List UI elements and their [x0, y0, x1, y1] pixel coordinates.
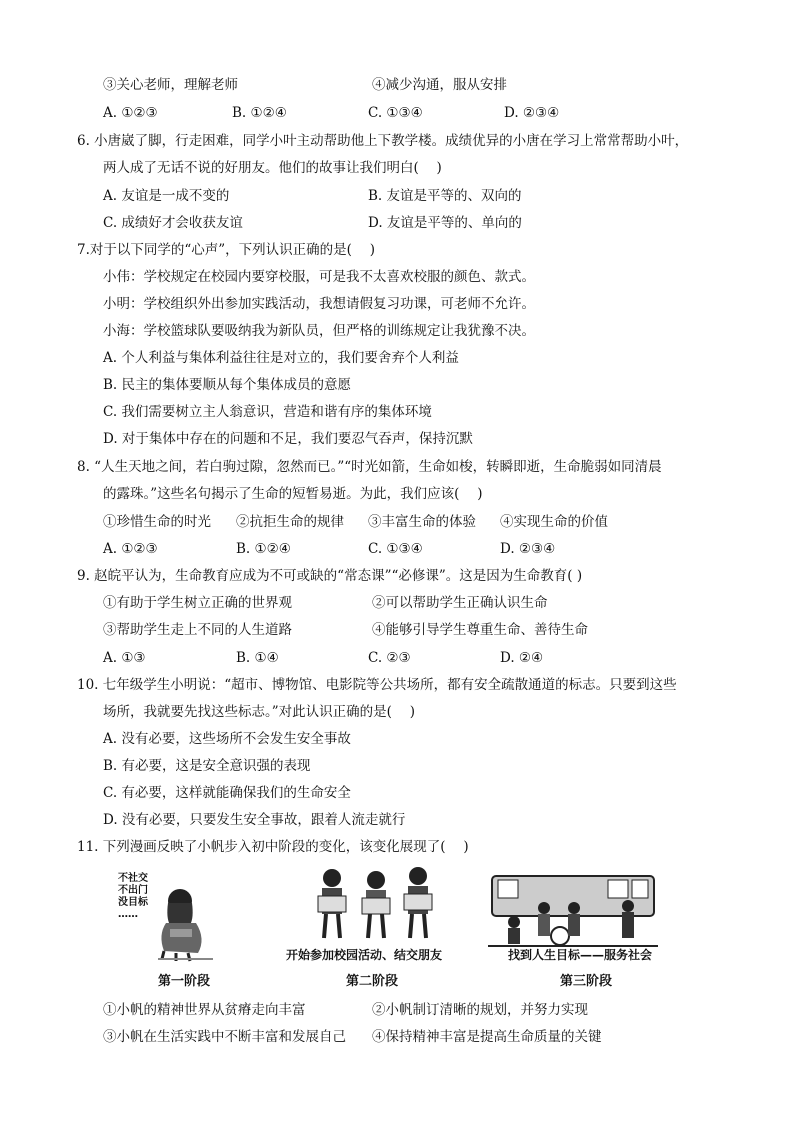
comic-panel-3: [488, 866, 658, 948]
q10-option-d[interactable]: D. 没有必要，只要发生安全事故，跟着人流走就行: [103, 812, 406, 828]
q10-stem-line1: 10. 七年级学生小明说：“超市、博物馆、电影院等公共场所，都有安全疏散通道的标志。只要到这些: [77, 677, 677, 693]
q10-option-b[interactable]: B. 有必要，这是安全意识强的表现: [103, 758, 311, 774]
q8-item-3: ③丰富生命的体验: [368, 514, 476, 530]
q5-item-4: ④减少沟通，服从安排: [372, 77, 507, 93]
q10-option-c[interactable]: C. 有必要，这样就能确保我们的生命安全: [103, 785, 351, 801]
q8-stem-line1: 8. “人生天地之间，若白驹过隙，忽然而已。”“时光如箭，生命如梭，转瞬即逝，生命脆弱如同清晨: [77, 459, 662, 475]
q8-item-2: ②抗拒生命的规律: [236, 514, 344, 530]
q8-stem-line2: 的露珠。”这些名句揭示了生命的短暂易逝。为此，我们应该( ): [103, 486, 483, 502]
q7-option-d[interactable]: D. 对于集体中存在的问题和不足，我们要忍气吞声，保持沉默: [103, 431, 473, 447]
q8-option-b[interactable]: B. ①②④: [236, 541, 291, 557]
panel3-caption: 找到人生目标——服务社会: [508, 948, 653, 962]
sitting-girl-illustration: [118, 873, 238, 963]
comic-panel-2: [310, 866, 450, 956]
q7-stem: 7.对于以下同学的“心声”，下列认识正确的是( ): [77, 242, 376, 258]
stage-3-label: 第三阶段: [560, 974, 613, 989]
q9-option-a[interactable]: A. ①③: [103, 650, 146, 666]
stage-2-label: 第二阶段: [346, 974, 399, 989]
q6-option-b[interactable]: B. 友谊是平等的、双向的: [368, 188, 522, 204]
q9-item-2: ②可以帮助学生正确认识生命: [372, 595, 548, 611]
q11-item-1: ①小帆的精神世界从贫瘠走向丰富: [103, 1002, 306, 1018]
serving-society-illustration: [488, 866, 658, 948]
q11-stem: 11. 下列漫画反映了小帆步入初中阶段的变化，该变化展现了( ): [77, 839, 469, 855]
q9-option-c[interactable]: C. ②③: [368, 650, 411, 666]
q5-option-c[interactable]: C. ①③④: [368, 105, 423, 121]
panel1-text-2: 不出门: [118, 885, 148, 896]
q6-stem-line1: 6. 小唐崴了脚，行走困难，同学小叶主动帮助他上下教学楼。成绩优异的小唐在学习上常常帮助小叶，: [77, 133, 689, 149]
q9-item-4: ④能够引导学生尊重生命、善待生命: [372, 622, 588, 638]
panel1-text-4: ……: [118, 909, 138, 920]
q8-option-a[interactable]: A. ①②③: [103, 541, 158, 557]
q5-option-d[interactable]: D. ②③④: [504, 105, 560, 121]
panel2-caption: 开始参加校园活动、结交朋友: [286, 948, 443, 962]
q7-voice-xiaowei: 小伟：学校规定在校园内要穿校服，可是我不太喜欢校服的颜色、款式。: [103, 269, 535, 285]
stage-1-label: 第一阶段: [158, 974, 211, 989]
q11-item-2: ②小帆制订清晰的规划，并努力实现: [372, 1002, 588, 1018]
q9-item-1: ①有助于学生树立正确的世界观: [103, 595, 292, 611]
q6-stem-line2: 两人成了无话不说的好朋友。他们的故事让我们明白( ): [103, 160, 442, 176]
q8-option-c[interactable]: C. ①③④: [368, 541, 423, 557]
q7-option-a[interactable]: A. 个人利益与集体利益往往是对立的，我们要舍弃个人利益: [103, 350, 459, 366]
q11-item-3: ③小帆在生活实践中不断丰富和发展自己: [103, 1029, 346, 1045]
q8-item-1: ①珍惜生命的时光: [103, 514, 211, 530]
q6-option-a[interactable]: A. 友谊是一成不变的: [103, 188, 230, 204]
q5-item-3: ③关心老师，理解老师: [103, 77, 238, 93]
q9-option-b[interactable]: B. ①④: [236, 650, 279, 666]
q7-voice-xiaohai: 小海：学校篮球队要吸纳我为新队员，但严格的训练规定让我犹豫不决。: [103, 323, 535, 339]
q9-stem: 9. 赵皖平认为，生命教育应成为不可或缺的“常态课”“必修课”。这是因为生命教育( ): [77, 568, 583, 584]
q10-option-a[interactable]: A. 没有必要，这些场所不会发生安全事故: [103, 731, 351, 747]
q8-option-d[interactable]: D. ②③④: [500, 541, 556, 557]
students-reading-illustration: [310, 866, 450, 946]
q9-item-3: ③帮助学生走上不同的人生道路: [103, 622, 292, 638]
q7-voice-xiaoming: 小明：学校组织外出参加实践活动，我想请假复习功课，可老师不允许。: [103, 296, 535, 312]
q9-option-d[interactable]: D. ②④: [500, 650, 544, 666]
comic-panel-1: [118, 873, 238, 963]
q10-stem-line2: 场所，我就要先找这些标志。”对此认识正确的是( ): [103, 704, 415, 720]
q5-option-a[interactable]: A. ①②③: [103, 105, 158, 121]
q8-item-4: ④实现生命的价值: [500, 514, 608, 530]
q6-option-d[interactable]: D. 友谊是平等的、单向的: [368, 215, 522, 231]
q6-option-c[interactable]: C. 成绩好才会收获友谊: [103, 215, 243, 231]
q7-option-c[interactable]: C. 我们需要树立主人翁意识，营造和谐有序的集体环境: [103, 404, 432, 420]
q7-option-b[interactable]: B. 民主的集体要顺从每个集体成员的意愿: [103, 377, 352, 393]
q11-item-4: ④保持精神丰富是提高生命质量的关键: [372, 1029, 602, 1045]
q5-option-b[interactable]: B. ①②④: [232, 105, 287, 121]
panel1-text-3: 没目标: [118, 897, 148, 908]
panel1-text-1: 不社交: [118, 873, 148, 884]
